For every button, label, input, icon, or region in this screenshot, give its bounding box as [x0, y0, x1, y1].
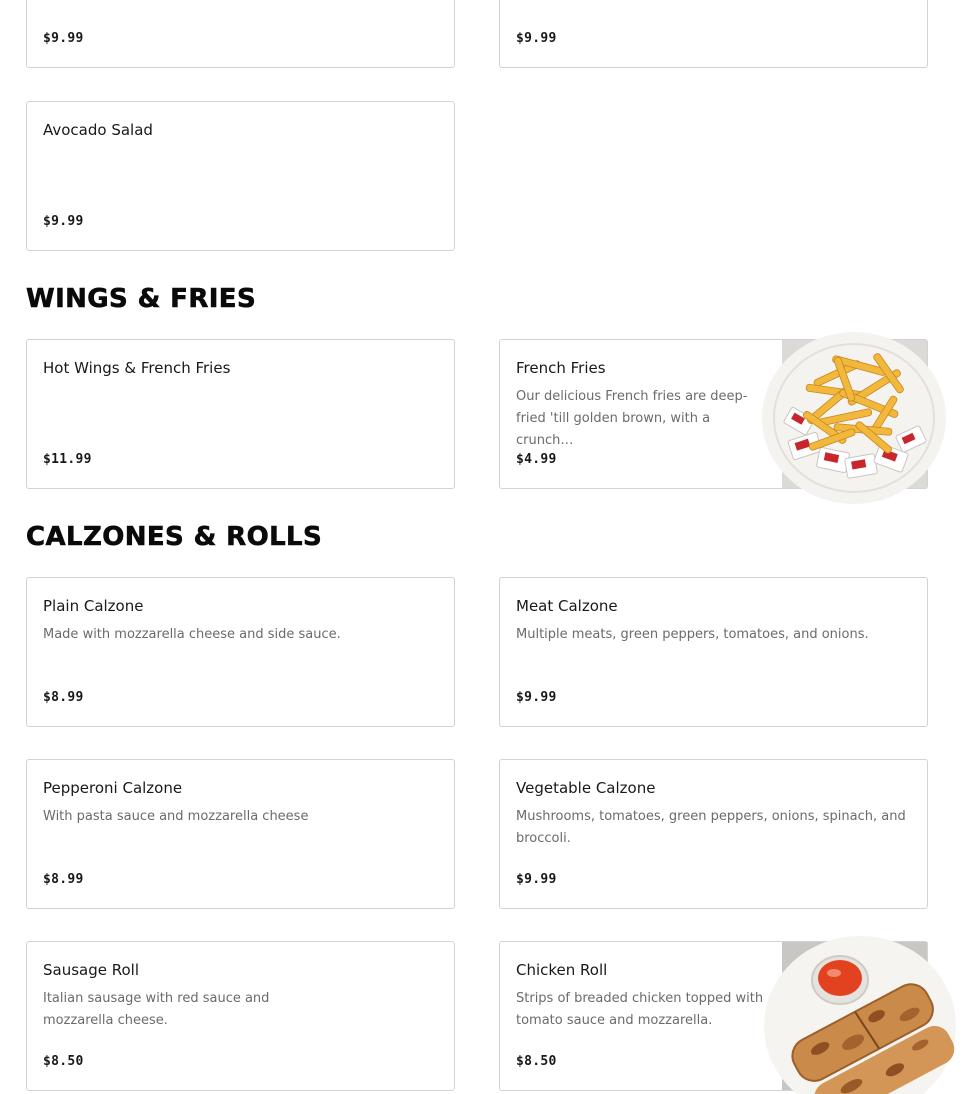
- item-price: $9.99: [516, 690, 557, 705]
- menu-item-card-vegetable-calzone[interactable]: [499, 759, 928, 909]
- item-name: French Fries: [516, 359, 606, 377]
- item-description: Made with mozzarella cheese and side sauce.: [43, 627, 341, 642]
- menu-item-card[interactable]: [26, 0, 455, 68]
- item-price: $9.99: [516, 31, 557, 46]
- menu-item-card-meat-calzone[interactable]: [499, 577, 928, 727]
- item-description: With pasta sauce and mozzarella cheese: [43, 809, 309, 824]
- section-title-calzones-rolls: CALZONES & ROLLS: [26, 522, 323, 552]
- item-name: Avocado Salad: [43, 121, 153, 139]
- item-description: Italian sausage with red sauce and mozzarella cheese.: [43, 991, 270, 1028]
- item-price: $8.99: [43, 872, 84, 887]
- menu-item-card[interactable]: [499, 0, 928, 68]
- item-name: Vegetable Calzone: [516, 779, 656, 797]
- item-description: Mushrooms, tomatoes, green peppers, onions, spinach, and broccoli.: [516, 809, 906, 846]
- item-name: Hot Wings & French Fries: [43, 359, 231, 377]
- item-price: $4.99: [516, 452, 557, 467]
- item-description: Our delicious French fries are deep-fried 'till golden brown, with a crunch…: [516, 389, 748, 448]
- menu-item-card-pepperoni-calzone[interactable]: [26, 759, 455, 909]
- french-fries-photo-icon: [782, 340, 927, 488]
- menu-item-card-sausage-roll[interactable]: [26, 941, 455, 1091]
- item-price: $8.50: [516, 1054, 557, 1069]
- item-name: Chicken Roll: [516, 961, 608, 979]
- item-name: Plain Calzone: [43, 597, 144, 615]
- item-price: $8.99: [43, 690, 84, 705]
- item-price: $8.50: [43, 1054, 84, 1069]
- item-price: $9.99: [516, 872, 557, 887]
- item-name: Meat Calzone: [516, 597, 618, 615]
- chicken-roll-photo-icon: [782, 942, 927, 1090]
- item-price: $11.99: [43, 452, 92, 467]
- item-name: Sausage Roll: [43, 961, 140, 979]
- menu-item-card-french-fries[interactable]: [499, 339, 928, 489]
- item-description: Strips of breaded chicken topped with tomato sauce and mozzarella.: [516, 991, 764, 1028]
- item-price: $9.99: [43, 31, 84, 46]
- item-name: Pepperoni Calzone: [43, 779, 183, 797]
- menu-item-card-avocado-salad[interactable]: [26, 101, 455, 251]
- menu-item-card-hot-wings-fries[interactable]: [26, 339, 455, 489]
- menu-item-card-chicken-roll[interactable]: [499, 941, 928, 1091]
- item-description: Multiple meats, green peppers, tomatoes, and onions.: [516, 627, 869, 642]
- menu-item-card-plain-calzone[interactable]: [26, 577, 455, 727]
- section-title-wings-fries: WINGS & FRIES: [26, 284, 257, 314]
- item-price: $9.99: [43, 214, 84, 229]
